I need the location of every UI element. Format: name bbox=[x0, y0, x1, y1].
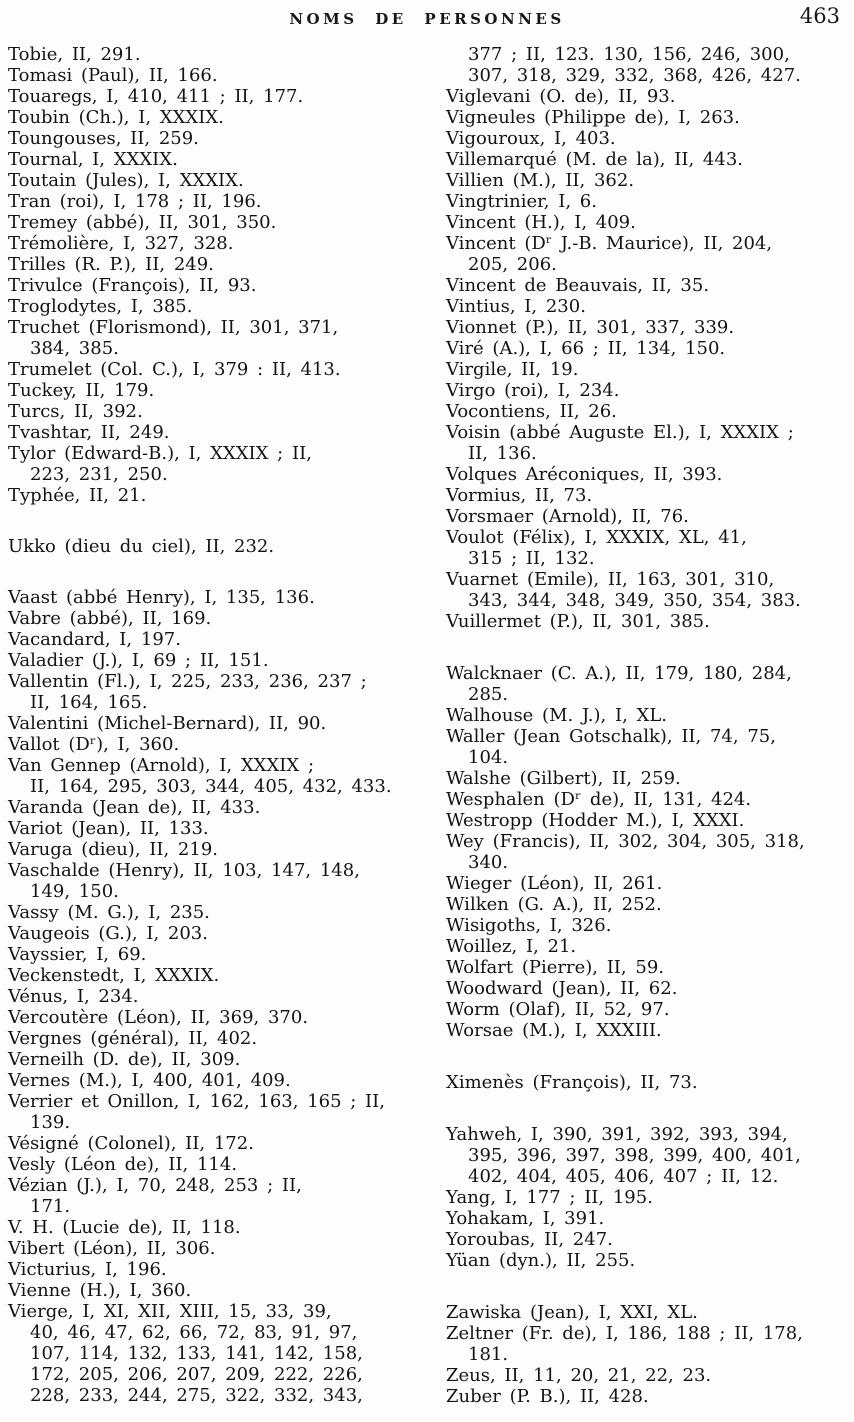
index-line: Wieger (Léon), II, 261. bbox=[446, 873, 663, 894]
index-line: Toutain (Jules), I, XXXIX. bbox=[8, 170, 244, 191]
index-line: Verrier et Onillon, I, 162, 163, 165 ; II, bbox=[8, 1091, 386, 1112]
index-line: Woodward (Jean), II, 62. bbox=[446, 978, 678, 999]
group-gap bbox=[446, 632, 850, 663]
index-line: Wesphalen (Dʳ de), II, 131, 424. bbox=[446, 789, 752, 810]
index-line: Tomasi (Paul), II, 166. bbox=[8, 65, 218, 86]
index-line: Vayssier, I, 69. bbox=[8, 944, 147, 965]
index-line: 395, 396, 397, 398, 399, 400, 401, bbox=[468, 1145, 801, 1166]
index-line: Wisigoths, I, 326. bbox=[446, 915, 612, 936]
index-line: 40, 46, 47, 62, 66, 72, 83, 91, 97, bbox=[30, 1322, 358, 1343]
index-line: Tylor (Edward-B.), I, XXXIX ; II, bbox=[8, 443, 312, 464]
index-line: 402, 404, 405, 406, 407 ; II, 12. bbox=[468, 1166, 779, 1187]
index-line: Vergnes (général), II, 402. bbox=[8, 1028, 258, 1049]
index-line: 149, 150. bbox=[30, 881, 119, 902]
index-line: Voisin (abbé Auguste El.), I, XXXIX ; bbox=[446, 422, 794, 443]
index-line: Tvashtar, II, 249. bbox=[8, 422, 170, 443]
index-line: Worsae (M.), I, XXXIII. bbox=[446, 1020, 662, 1041]
index-line: II, 164, 165. bbox=[30, 692, 148, 713]
index-line: Yang, I, 177 ; II, 195. bbox=[446, 1187, 653, 1208]
index-line: Virgile, II, 19. bbox=[446, 359, 579, 380]
index-line: Varuga (dieu), II, 219. bbox=[8, 839, 219, 860]
index-line: 315 ; II, 132. bbox=[468, 548, 595, 569]
page-title: NOMS DE PERSONNES bbox=[289, 10, 565, 28]
index-line: Valadier (J.), I, 69 ; II, 151. bbox=[8, 650, 269, 671]
index-line: Victurius, I, 196. bbox=[8, 1259, 167, 1280]
index-line: Yoroubas, II, 247. bbox=[446, 1229, 613, 1250]
index-line: Vigouroux, I, 403. bbox=[446, 128, 616, 149]
index-line: Woillez, I, 21. bbox=[446, 936, 577, 957]
index-line: Vallot (Dʳ), I, 360. bbox=[8, 734, 180, 755]
index-line: 107, 114, 132, 133, 141, 142, 158, bbox=[30, 1343, 363, 1364]
index-line: 172, 205, 206, 207, 209, 222, 226, bbox=[30, 1364, 363, 1385]
left-column bbox=[8, 44, 432, 1406]
index-line: 104. bbox=[468, 747, 509, 768]
index-line: Toungouses, II, 259. bbox=[8, 128, 199, 149]
index-line: 307, 318, 329, 332, 368, 426, 427. bbox=[468, 65, 801, 86]
index-line: Tremey (abbé), II, 301, 350. bbox=[8, 212, 277, 233]
index-line: 285. bbox=[468, 684, 509, 705]
index-line: Troglodytes, I, 385. bbox=[8, 296, 193, 317]
index-line: Tuckey, II, 179. bbox=[8, 380, 155, 401]
index-line: Toubin (Ch.), I, XXXIX. bbox=[8, 107, 224, 128]
index-line: Wey (Francis), II, 302, 304, 305, 318, bbox=[446, 831, 805, 852]
index-line: Vaugeois (G.), I, 203. bbox=[8, 923, 208, 944]
index-line: Tournal, I, XXXIX. bbox=[8, 149, 178, 170]
index-line: 139. bbox=[30, 1112, 71, 1133]
index-line: Trilles (R. P.), II, 249. bbox=[8, 254, 214, 275]
page-header bbox=[0, 4, 854, 40]
index-line: Vézian (J.), I, 70, 248, 253 ; II, bbox=[8, 1175, 302, 1196]
index-line: Zawiska (Jean), I, XXI, XL. bbox=[446, 1302, 698, 1323]
index-line: Vincent (H.), I, 409. bbox=[446, 212, 636, 233]
index-line: Walshe (Gilbert), II, 259. bbox=[446, 768, 681, 789]
index-line: Trivulce (François), II, 93. bbox=[8, 275, 257, 296]
index-line: Vallentin (Fl.), I, 225, 233, 236, 237 ; bbox=[8, 671, 367, 692]
index-line: Ximenès (François), II, 73. bbox=[446, 1072, 698, 1093]
index-line: Vierge, I, XI, XII, XIII, 15, 33, 39, bbox=[8, 1301, 332, 1322]
index-line: 340. bbox=[468, 852, 509, 873]
index-line: Voulot (Félix), I, XXXIX, XL, 41, bbox=[446, 527, 747, 548]
index-line: Worm (Olaf), II, 52, 97. bbox=[446, 999, 670, 1020]
index-line: Trumelet (Col. C.), I, 379 : II, 413. bbox=[8, 359, 341, 380]
index-line: Zuber (P. B.), II, 428. bbox=[446, 1386, 649, 1407]
index-line: Vésigné (Colonel), II, 172. bbox=[8, 1133, 254, 1154]
index-line: Villien (M.), II, 362. bbox=[446, 170, 635, 191]
index-line: Vigneules (Philippe de), I, 263. bbox=[446, 107, 740, 128]
index-line: Vincent de Beauvais, II, 35. bbox=[446, 275, 710, 296]
index-line: Valentini (Michel-Bernard), II, 90. bbox=[8, 713, 327, 734]
index-line: Wilken (G. A.), II, 252. bbox=[446, 894, 662, 915]
index-line: Van Gennep (Arnold), I, XXXIX ; bbox=[8, 755, 315, 776]
index-line: Vaast (abbé Henry), I, 135, 136. bbox=[8, 587, 315, 608]
index-line: Vormius, II, 73. bbox=[446, 485, 593, 506]
index-line: Vernes (M.), I, 400, 401, 409. bbox=[8, 1070, 291, 1091]
index-line: Trémolière, I, 327, 328. bbox=[8, 233, 234, 254]
index-line: Vienne (H.), I, 360. bbox=[8, 1280, 192, 1301]
index-line: 171. bbox=[30, 1196, 71, 1217]
index-line: Zeltner (Fr. de), I, 186, 188 ; II, 178, bbox=[446, 1323, 803, 1344]
index-line: Vaschalde (Henry), II, 103, 147, 148, bbox=[8, 860, 360, 881]
index-line: Ukko (dieu du ciel), II, 232. bbox=[8, 536, 275, 557]
index-line: Truchet (Florismond), II, 301, 371, bbox=[8, 317, 339, 338]
index-line: Vuarnet (Emile), II, 163, 301, 310, bbox=[446, 569, 775, 590]
index-line: Verneilh (D. de), II, 309. bbox=[8, 1049, 241, 1070]
index-line: Viré (A.), I, 66 ; II, 134, 150. bbox=[446, 338, 726, 359]
index-line: II, 164, 295, 303, 344, 405, 432, 433. bbox=[30, 776, 392, 797]
index-line: Vabre (abbé), II, 169. bbox=[8, 608, 212, 629]
index-line: Yahweh, I, 390, 391, 392, 393, 394, bbox=[446, 1124, 788, 1145]
index-line: Viglevani (O. de), II, 93. bbox=[446, 86, 676, 107]
index-line: Vassy (M. G.), I, 235. bbox=[8, 902, 210, 923]
index-line: 228, 233, 244, 275, 322, 332, 343, bbox=[30, 1385, 363, 1406]
index-line: Vintius, I, 230. bbox=[446, 296, 586, 317]
index-line: Variot (Jean), II, 133. bbox=[8, 818, 209, 839]
index-line: Varanda (Jean de), II, 433. bbox=[8, 797, 261, 818]
index-line: Vincent (Dʳ J.-B. Maurice), II, 204, bbox=[446, 233, 773, 254]
page-number: 463 bbox=[799, 4, 840, 28]
group-gap bbox=[446, 1041, 850, 1072]
index-line: Veckenstedt, I, XXXIX. bbox=[8, 965, 220, 986]
index-line: Vingtrinier, I, 6. bbox=[446, 191, 597, 212]
index-line: Vionnet (P.), II, 301, 337, 339. bbox=[446, 317, 735, 338]
index-line: Tran (roi), I, 178 ; II, 196. bbox=[8, 191, 262, 212]
index-line: Touaregs, I, 410, 411 ; II, 177. bbox=[8, 86, 304, 107]
index-line: Zeus, II, 11, 20, 21, 22, 23. bbox=[446, 1365, 712, 1386]
index-line: Vesly (Léon de), II, 114. bbox=[8, 1154, 238, 1175]
group-gap bbox=[8, 506, 432, 536]
right-column bbox=[446, 44, 850, 1407]
index-line: Vercoutère (Léon), II, 369, 370. bbox=[8, 1007, 309, 1028]
index-line: 377 ; II, 123. 130, 156, 246, 300, bbox=[468, 44, 790, 65]
index-line: 181. bbox=[468, 1344, 509, 1365]
index-line: Virgo (roi), I, 234. bbox=[446, 380, 620, 401]
index-line: V. H. (Lucie de), II, 118. bbox=[8, 1217, 241, 1238]
index-line: Yohakam, I, 391. bbox=[446, 1208, 605, 1229]
index-line: Waller (Jean Gotschalk), II, 74, 75, bbox=[446, 726, 776, 747]
index-line: Yüan (dyn.), II, 255. bbox=[446, 1250, 636, 1271]
index-line: Walcknaer (C. A.), II, 179, 180, 284, bbox=[446, 663, 792, 684]
index-line: Vorsmaer (Arnold), II, 76. bbox=[446, 506, 689, 527]
group-gap bbox=[446, 1093, 850, 1124]
index-line: Vocontiens, II, 26. bbox=[446, 401, 617, 422]
index-line: Typhée, II, 21. bbox=[8, 485, 147, 506]
index-line: 343, 344, 348, 349, 350, 354, 383. bbox=[468, 590, 801, 611]
index-line: Vibert (Léon), II, 306. bbox=[8, 1238, 216, 1259]
index-line: Vuillermet (P.), II, 301, 385. bbox=[446, 611, 710, 632]
index-line: Turcs, II, 392. bbox=[8, 401, 143, 422]
group-gap bbox=[8, 557, 432, 587]
index-line: Walhouse (M. J.), I, XL. bbox=[446, 705, 668, 726]
index-line: Westropp (Hodder M.), I, XXXI. bbox=[446, 810, 745, 831]
index-line: Villemarqué (M. de la), II, 443. bbox=[446, 149, 743, 170]
index-line: II, 136. bbox=[468, 443, 537, 464]
index-line: Vénus, I, 234. bbox=[8, 986, 139, 1007]
index-line: Wolfart (Pierre), II, 59. bbox=[446, 957, 664, 978]
index-line: 223, 231, 250. bbox=[30, 464, 168, 485]
index-line: 384, 385. bbox=[30, 338, 119, 359]
index-line: Vacandard, I, 197. bbox=[8, 629, 181, 650]
index-line: Tobie, II, 291. bbox=[8, 44, 141, 65]
index-line: Volques Aréconiques, II, 393. bbox=[446, 464, 723, 485]
group-gap bbox=[446, 1271, 850, 1302]
index-line: 205, 206. bbox=[468, 254, 557, 275]
